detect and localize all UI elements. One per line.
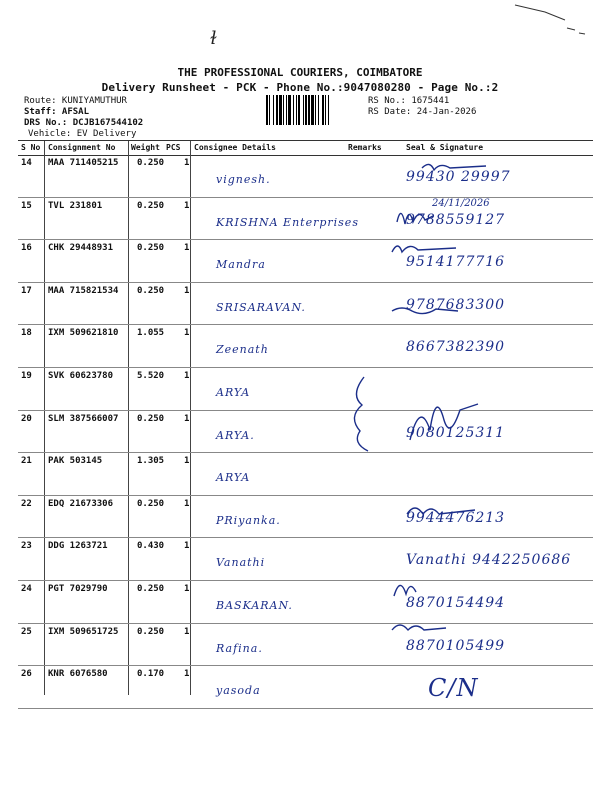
row-weight: 0.170	[137, 669, 165, 680]
row-divider	[18, 708, 593, 709]
table-row	[18, 496, 593, 538]
col-sno: S No	[21, 143, 41, 152]
row-sno: 15	[21, 200, 32, 211]
row-consignee-name: vignesh.	[216, 173, 271, 186]
row-consignment-no: SVK 60623780	[48, 371, 114, 381]
row-consignee-name: ARYA.	[216, 428, 255, 442]
row-weight: 0.250	[137, 158, 165, 168]
table-row	[18, 155, 593, 197]
row-consignee-name: yasoda	[216, 684, 261, 698]
row-pcs: 1	[184, 541, 190, 552]
row-pcs: 1	[184, 328, 190, 339]
table-row	[18, 624, 593, 666]
row-signature: 8870105499	[406, 637, 506, 654]
signature-scribble	[390, 572, 420, 602]
row-weight: 0.250	[137, 584, 165, 594]
row-signature: 8667382390	[406, 339, 506, 356]
row-sno: 24	[21, 584, 32, 594]
runsheet-title: Delivery Runsheet - PCK - Phone No.:9047080280 - Page No.:2	[101, 81, 499, 94]
row-pcs: 1	[184, 626, 190, 637]
row-sno: 23	[21, 541, 32, 552]
vehicle-label: Vehicle: EV Delivery	[28, 129, 137, 139]
row-sno: 19	[21, 371, 32, 381]
col-weight: Weight	[131, 143, 160, 152]
signature-scribble	[390, 305, 460, 317]
row-sno: 16	[21, 243, 32, 254]
row-signature: 9787683300	[406, 296, 506, 313]
row-consignee-name: ARYA	[216, 471, 251, 485]
row-pcs: 1	[184, 669, 190, 680]
route-label: Route: KUNIYAMUTHUR	[24, 96, 127, 106]
row-weight: 0.250	[137, 200, 165, 211]
row-pcs: 1	[184, 413, 190, 424]
drs-number: DRS No.: DCJB167544102	[24, 118, 144, 128]
row-consignment-no: PAK 503145	[48, 456, 103, 467]
table-row	[18, 368, 593, 410]
row-weight: 1.305	[137, 456, 165, 467]
row-weight: 0.250	[137, 498, 165, 509]
row-consignment-no: SLM 387566007	[48, 413, 119, 424]
corner-pen-mark	[505, 0, 595, 40]
row-consignment-no: TVL 231801	[48, 200, 103, 211]
table-row	[18, 325, 593, 367]
row-signature: 99430 29997	[406, 169, 511, 185]
row-sno: 25	[21, 626, 32, 637]
row-consignee-name: Zeenath	[216, 343, 269, 357]
signature-scribble	[420, 158, 490, 176]
row-signature: C/N	[428, 674, 479, 703]
row-consignee-name: SRISARAVAN.	[216, 300, 306, 314]
row-pcs: 1	[184, 584, 190, 594]
row-consignee-name: Vanathi	[216, 556, 266, 570]
row-signature: 9080125311	[406, 424, 506, 441]
row-consignment-no: IXM 509651725	[48, 626, 119, 637]
table-row	[18, 581, 593, 623]
row-consignee-name: PRiyanka.	[216, 513, 281, 527]
row-consignment-no: KNR 6076580	[48, 669, 108, 680]
row-consignment-no: CHK 29448931	[48, 243, 114, 254]
row-weight: 1.055	[137, 328, 165, 339]
rs-number: RS No.: 1675441	[368, 96, 450, 106]
row-pcs: 1	[184, 371, 190, 381]
row-pcs: 1	[184, 158, 190, 168]
row-sno: 26	[21, 669, 32, 680]
row-consignment-no: PGT 7029790	[48, 584, 108, 594]
row-consignee-name: Mandra	[216, 258, 266, 272]
row-pcs: 1	[184, 456, 190, 467]
row-signature: 9944476213	[406, 509, 506, 526]
row-sno: 21	[21, 456, 32, 467]
table-row	[18, 240, 593, 282]
row-sno: 14	[21, 158, 32, 168]
row-weight: 0.250	[137, 243, 165, 254]
row-pcs: 1	[184, 285, 190, 296]
handwritten-date-note: 24/11/2026	[432, 198, 490, 209]
table-row	[18, 666, 593, 708]
row-weight: 5.520	[137, 371, 165, 381]
row-signature: 9514177716	[406, 254, 506, 271]
col-consignee: Consignee Details	[194, 143, 276, 152]
row-pcs: 1	[184, 498, 190, 509]
row-pcs: 1	[184, 200, 190, 211]
table-row	[18, 283, 593, 325]
row-consignee-name: ARYA	[216, 386, 251, 399]
row-signature: 8870154494	[406, 595, 506, 611]
row-consignment-no: EDQ 21673306	[48, 498, 114, 509]
row-weight: 0.250	[137, 285, 165, 296]
row-signature: Vanathi 9442250686	[406, 552, 572, 569]
table-row	[18, 411, 593, 453]
row-consignment-no: MAA 715821534	[48, 285, 119, 296]
table-header	[18, 140, 593, 156]
col-consignment: Consignment No	[48, 143, 116, 152]
row-sno: 22	[21, 498, 32, 509]
row-consignee-name: KRISHNA Enterprises	[216, 215, 359, 229]
row-pcs: 1	[184, 243, 190, 254]
col-pcs: PCS	[166, 143, 181, 152]
signature-scribble	[400, 390, 480, 450]
signature-scribble	[405, 500, 485, 525]
row-consignment-no: DDG 1263721	[48, 541, 108, 552]
row-consignee-name: BASKARAN.	[216, 599, 293, 612]
signature-scribble	[390, 238, 460, 258]
col-remarks: Remarks	[348, 143, 382, 152]
top-pen-mark: ɫ	[210, 28, 217, 49]
rs-date: RS Date: 24-Jan-2026	[368, 107, 477, 117]
staff-label: Staff: AFSAL	[24, 107, 90, 117]
table-row	[18, 538, 593, 580]
row-sno: 20	[21, 413, 32, 424]
row-weight: 0.250	[137, 626, 165, 637]
company-name: THE PROFESSIONAL COURIERS, COIMBATORE	[177, 66, 423, 79]
row-consignment-no: IXM 509621810	[48, 328, 119, 339]
row-weight: 0.430	[137, 541, 165, 552]
row-weight: 0.250	[137, 413, 165, 424]
table-row	[18, 453, 593, 495]
signature-scribble	[346, 375, 376, 455]
signature-scribble	[390, 618, 450, 638]
row-signature: 9788559127	[406, 211, 506, 228]
row-sno: 18	[21, 328, 32, 339]
signature-scribble	[395, 202, 435, 232]
barcode-image	[266, 95, 362, 125]
row-consignment-no: MAA 711405215	[48, 158, 119, 168]
row-consignee-name: Rafina.	[216, 641, 263, 655]
col-seal-signature: Seal & Signature	[406, 143, 484, 152]
table-row	[18, 198, 593, 240]
row-sno: 17	[21, 285, 32, 296]
